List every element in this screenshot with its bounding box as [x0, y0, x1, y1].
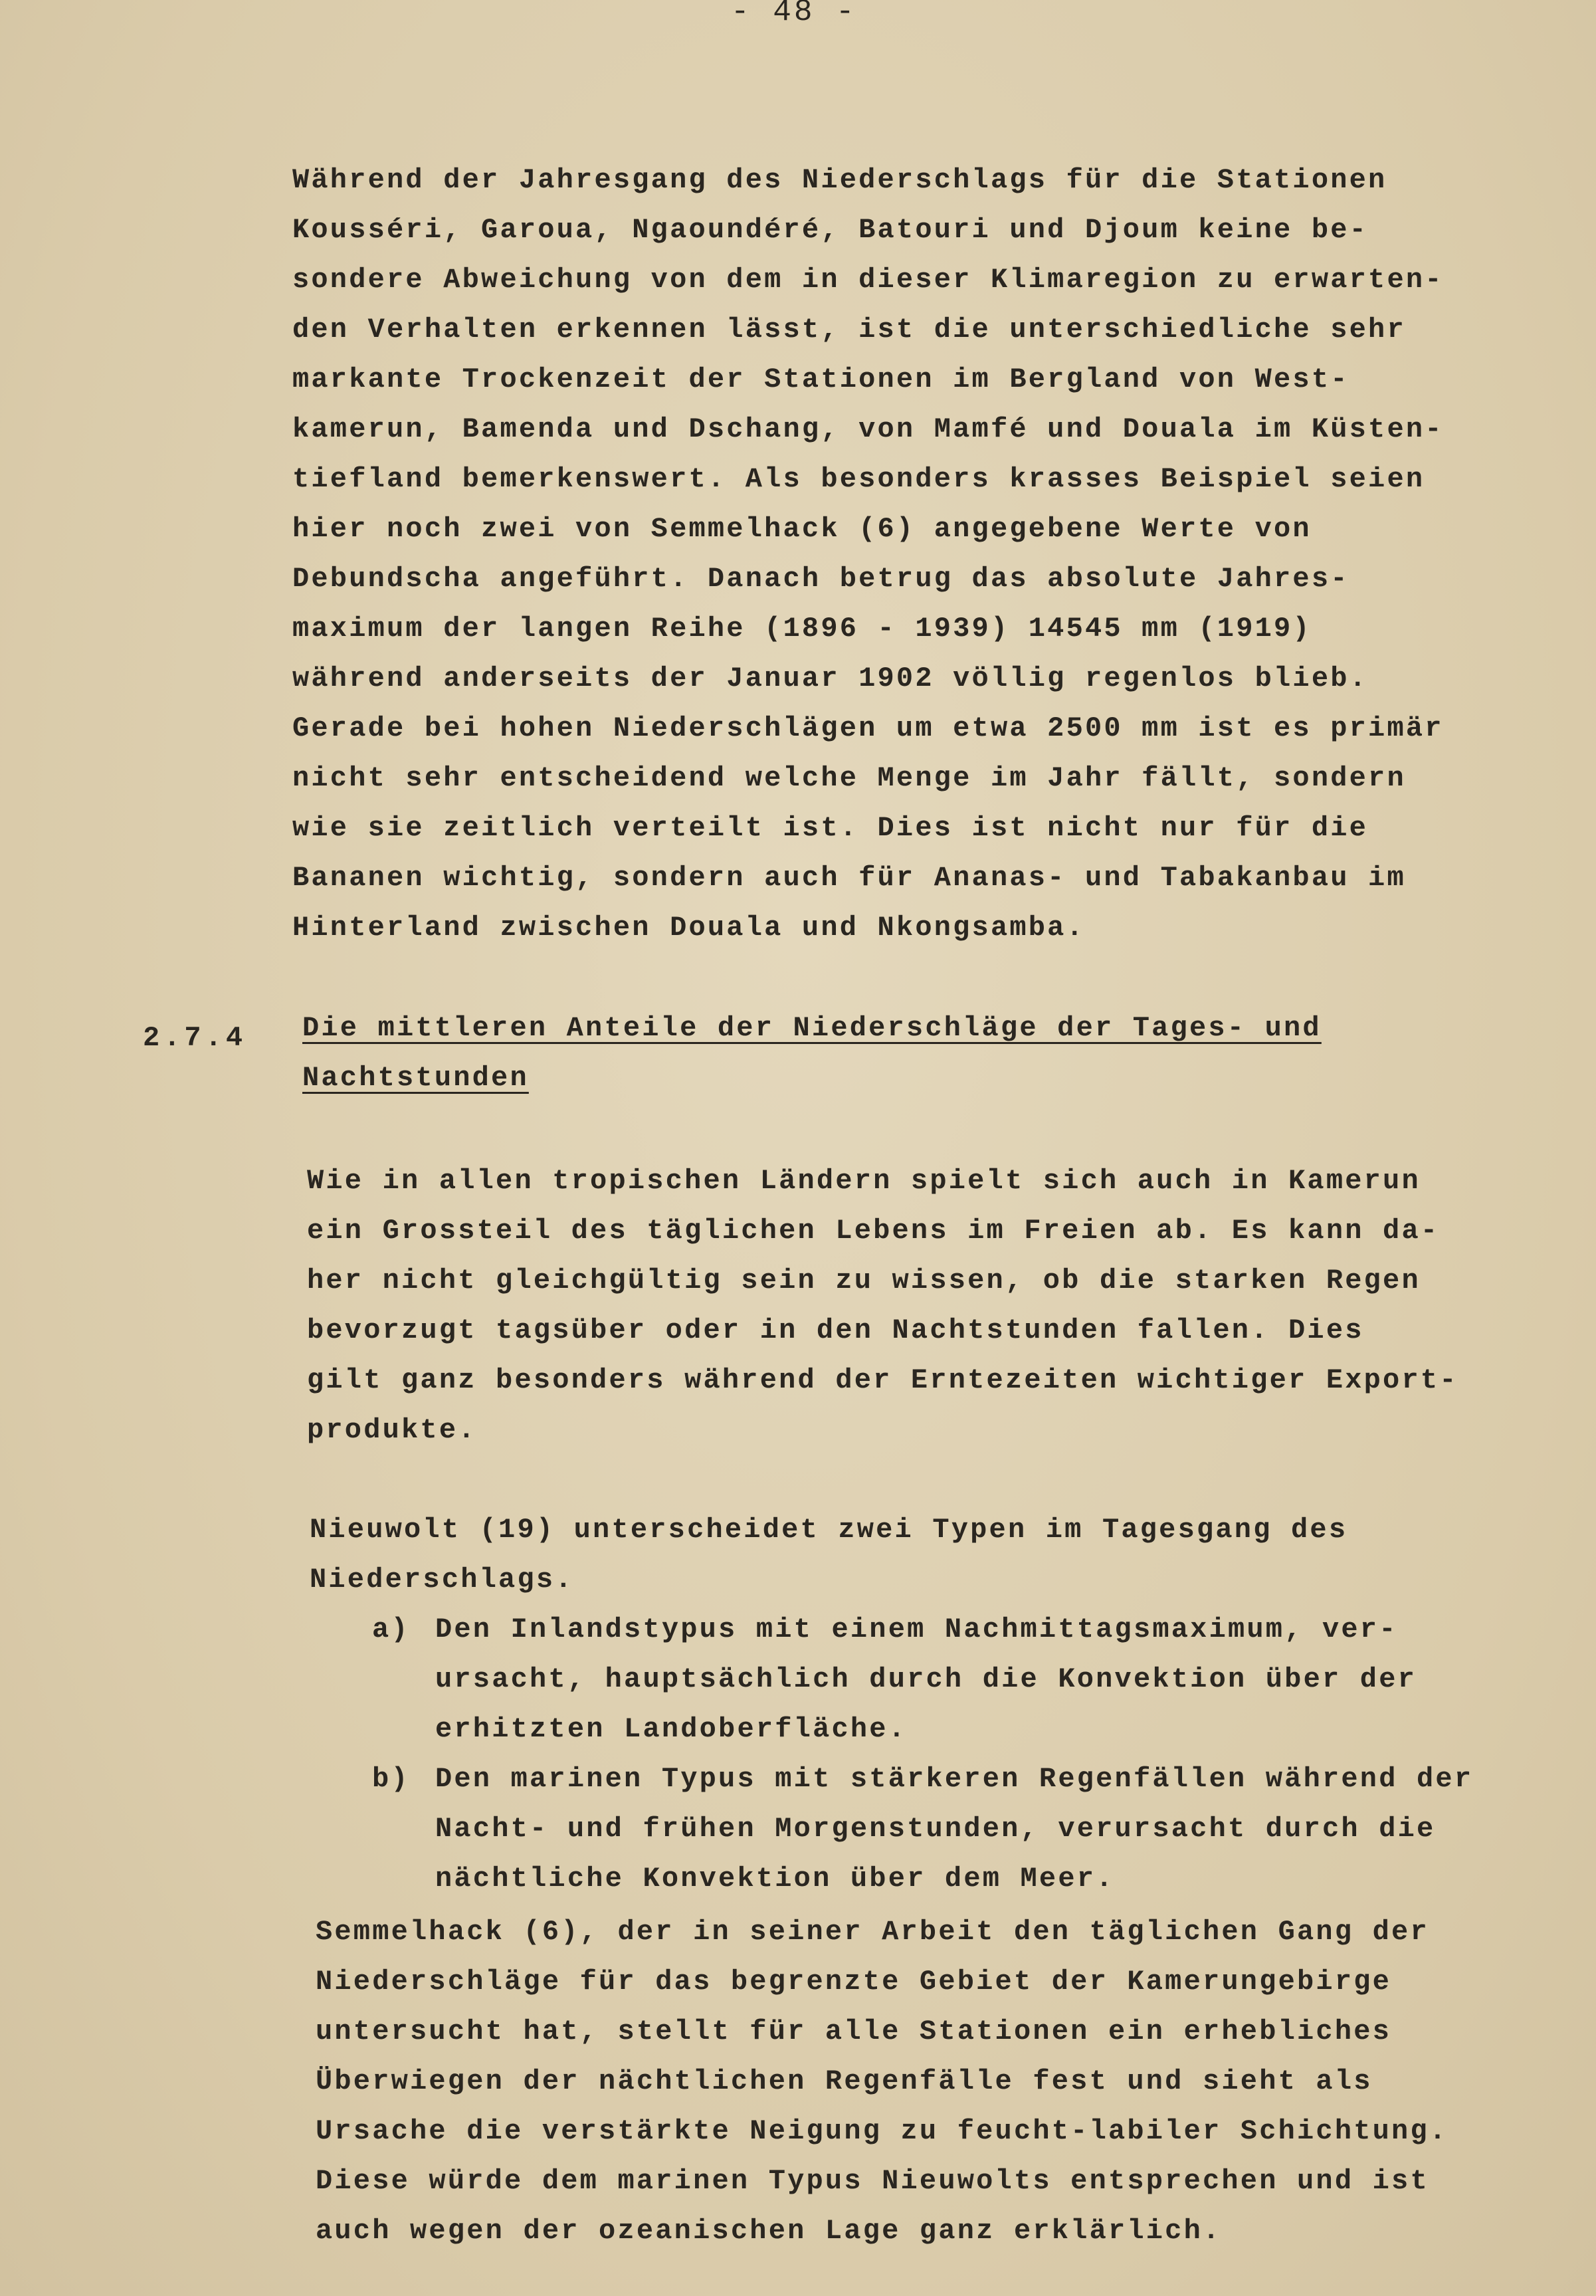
text-line: Während der Jahresgang des Niederschlags für die Stationen — [292, 164, 1387, 196]
text-line: Bananen wichtig, sondern auch für Ananas- und Tabakanbau im — [292, 862, 1406, 894]
text-line: her nicht gleichgültig sein zu wissen, ob die starken Regen — [307, 1265, 1421, 1297]
text-line: nicht sehr entscheidend welche Menge im Jahr fällt, sondern — [292, 762, 1406, 794]
paragraph-nieuwolt — [310, 1505, 1347, 1605]
text-line: Gerade bei hohen Niederschlägen um etwa 2500 mm ist es primär — [292, 712, 1444, 744]
text-line: gilt ganz besonders während der Erntezeiten wichtiger Export- — [307, 1364, 1458, 1396]
text-line: Den marinen Typus mit stärkeren Regenfällen während der — [435, 1763, 1474, 1795]
text-line: ursacht, hauptsächlich durch die Konvektion über der — [435, 1663, 1417, 1695]
text-line: auch wegen der ozeanischen Lage ganz erklärlich. — [316, 2215, 1222, 2247]
paragraph-semmelhack — [316, 1907, 1448, 2256]
text-line: tiefland bemerkenswert. Als besonders krasses Beispiel seien — [292, 463, 1425, 495]
text-line: Nacht- und frühen Morgenstunden, verursacht durch die — [435, 1813, 1436, 1845]
text-line: Debundscha angeführt. Danach betrug das absolute Jahres- — [292, 563, 1349, 595]
section-number: 2.7.4 — [143, 1022, 247, 1054]
text-line: Nieuwolt (19) unterscheidet zwei Typen im Tagesgang des — [310, 1514, 1348, 1546]
text-line: nächtliche Konvektion über dem Meer. — [435, 1863, 1115, 1895]
heading-line: Nachtstunden — [302, 1062, 529, 1094]
page-number: - 48 - — [731, 0, 857, 29]
list-item — [372, 1605, 1473, 1754]
type-list — [372, 1605, 1473, 1904]
text-line: während anderseits der Januar 1902 völlig regenlos blieb. — [292, 663, 1369, 694]
text-line: Ursache die verstärkte Neigung zu feucht-labiler Schichtung. — [316, 2115, 1448, 2147]
heading-line: Die mittleren Anteile der Niederschläge der Tages- und — [302, 1012, 1322, 1044]
list-marker: a) — [372, 1614, 410, 1645]
list-marker: b) — [372, 1763, 410, 1795]
text-line: Wie in allen tropischen Ländern spielt sich auch in Kamerun — [307, 1165, 1421, 1197]
text-line: Niederschläge für das begrenzte Gebiet der Kamerungebirge — [316, 1966, 1392, 1998]
text-line: Niederschlags. — [310, 1564, 574, 1596]
text-line: Den Inlandstypus mit einem Nachmittagsmaximum, ver- — [435, 1614, 1398, 1645]
text-line: ein Grossteil des täglichen Lebens im Freien ab. Es kann da- — [307, 1215, 1440, 1247]
text-line: hier noch zwei von Semmelhack (6) angegebene Werte von — [292, 513, 1312, 545]
text-line: produkte. — [307, 1414, 477, 1446]
text-line: erhitzten Landoberfläche. — [435, 1713, 908, 1745]
text-line: Semmelhack (6), der in seiner Arbeit den täglichen Gang der — [316, 1916, 1429, 1948]
text-line: sondere Abweichung von dem in dieser Klimaregion zu erwarten- — [292, 264, 1444, 296]
text-line: kamerun, Bamenda und Dschang, von Mamfé und Douala im Küsten- — [292, 413, 1444, 445]
section-heading — [302, 1003, 1322, 1103]
text-line: bevorzugt tagsüber oder in den Nachtstunden fallen. Dies — [307, 1314, 1364, 1346]
text-line: Kousséri, Garoua, Ngaoundéré, Batouri und Djoum keine be- — [292, 214, 1369, 246]
paragraph-tropische-laender — [307, 1156, 1458, 1455]
text-line: Diese würde dem marinen Typus Nieuwolts entsprechen und ist — [316, 2165, 1429, 2197]
text-line: Hinterland zwischen Douala und Nkongsamba. — [292, 912, 1085, 944]
text-line: Überwiegen der nächtlichen Regenfälle fest und sieht als — [316, 2065, 1373, 2097]
text-line: markante Trockenzeit der Stationen im Bergland von West- — [292, 364, 1349, 395]
paragraph-jahresgang — [292, 156, 1444, 953]
text-line: den Verhalten erkennen lässt, ist die unterschiedliche sehr — [292, 314, 1406, 346]
text-line: maximum der langen Reihe (1896 - 1939) 14545 mm (1919) — [292, 613, 1312, 645]
list-item — [372, 1754, 1473, 1904]
text-line: wie sie zeitlich verteilt ist. Dies ist nicht nur für die — [292, 812, 1369, 844]
text-line: untersucht hat, stellt für alle Stationen ein erhebliches — [316, 2016, 1392, 2047]
